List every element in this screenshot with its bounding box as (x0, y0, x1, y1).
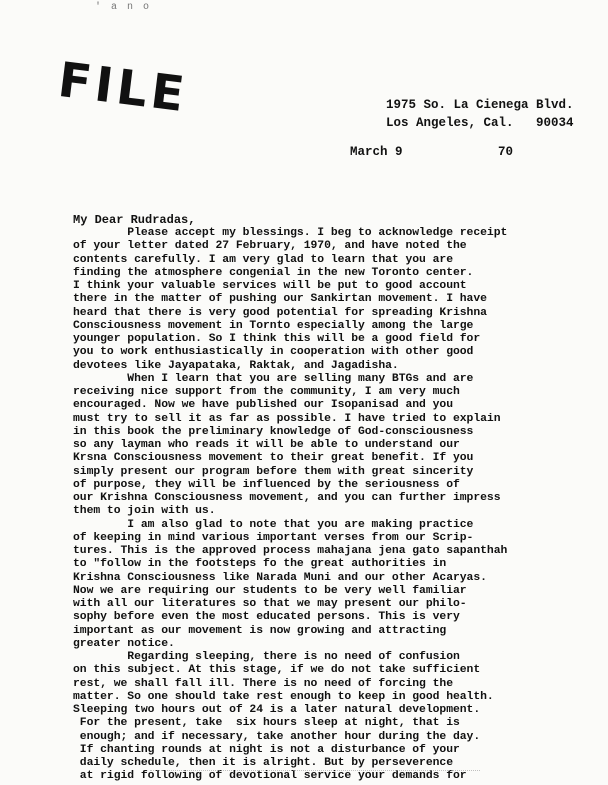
top-scribble: ' a n o (95, 2, 152, 13)
body-line: greater notice. (73, 637, 175, 650)
body-line: tures. This is the approved process mahajana jena gato sapanthah (73, 545, 508, 557)
body-line: I am also glad to note that you are making practice (73, 518, 474, 531)
body-line: I think your valuable services will be put to good account (73, 280, 467, 292)
body-line: receiving nice support from the community, I am very much (73, 386, 460, 398)
body-line: there in the matter of pushing our Sankirtan movement. I have (73, 293, 487, 306)
body-line: younger population. So I think this will be a good field for (73, 333, 481, 345)
body-line: sophy before even the most educated persons. This is very (73, 611, 460, 624)
body-line: important as our movement is now growing and attracting (73, 624, 447, 637)
body-line: you to work enthusiastically in cooperation with other good (73, 346, 474, 359)
letter-body (73, 227, 603, 784)
body-line: Sleeping two hours out of 24 is a later natural development. (73, 704, 481, 716)
body-line: at rigid following of devotional service your demands for (73, 770, 467, 783)
body-line: so any layman who reads it will be able to understand our (73, 439, 460, 451)
address-line-2: Los Angeles, Cal. 90034 (386, 116, 574, 130)
body-line: of keeping in mind various important verses from our Scrip- (73, 531, 474, 544)
body-line: Krishna Consciousness like Narada Muni and our other Acaryas. (73, 571, 487, 584)
body-line: must try to sell it as far as possible. I have tried to explain (73, 412, 501, 425)
address-line-1: 1975 So. La Cienega Blvd. (386, 98, 574, 112)
bottom-smudge (150, 770, 480, 777)
body-line: of purpose, they will be influenced by the seriousness of (73, 478, 460, 491)
file-stamp: FILE (55, 52, 192, 124)
sender-address (386, 96, 574, 132)
body-line: Consciousness movement in Tornto especially among the large (73, 319, 474, 332)
date-year: 70 (498, 145, 514, 159)
body-line: For the present, take six hours sleep at night, that is (73, 717, 460, 730)
body-line: Please accept my blessings. I beg to acknowledge receipt (73, 227, 508, 239)
body-line: in this book the preliminary knowledge of God-consciousness (73, 425, 474, 438)
body-line: devotees like Jayapataka, Raktak, and Jagadisha. (73, 359, 399, 372)
body-line: If chanting rounds at night is not a disturbance of your (73, 743, 460, 756)
body-line: to "follow in the footsteps fo the great authorities in (73, 558, 447, 571)
body-line: with all our literatures so that we may present our philo- (73, 598, 467, 610)
body-line: encouraged. Now we have published our Isopanisad and you (73, 399, 453, 412)
body-line: rest, we shall fall ill. There is no need of forcing the (73, 677, 453, 690)
body-line: finding the atmosphere congenial in the new Toronto center. (73, 266, 474, 279)
salutation: My Dear Rudradas, (73, 213, 196, 227)
body-line: simply present our program before them with great sincerity (73, 465, 474, 478)
body-line: Now we are requiring our students to be very well familiar (73, 584, 467, 597)
body-line: When I learn that you are selling many BTGs and are (73, 372, 474, 385)
body-line: Krsna Consciousness movement to their great benefit. If you (73, 452, 474, 465)
date-month-day: March 9 (350, 145, 403, 159)
body-line: heard that there is very good potential for spreading Krishna (73, 306, 487, 319)
body-line: enough; and if necessary, take another hour during the day. (73, 730, 481, 743)
body-line: of your letter dated 27 February, 1970, and have noted the (73, 240, 467, 253)
body-line: contents carefully. I am very glad to learn that you are (73, 253, 453, 266)
body-line: our Krishna Consciousness movement, and you can further impress (73, 492, 501, 504)
body-line: them to join with us. (73, 505, 216, 518)
body-line: Regarding sleeping, there is no need of confusion (73, 651, 460, 663)
body-line: on this subject. At this stage, if we do not take sufficient (73, 664, 481, 677)
body-line: matter. So one should take rest enough to keep in good health. (73, 690, 494, 703)
body-line: daily schedule, then it is alright. But by perseverence (73, 757, 453, 769)
letter-date (350, 145, 540, 159)
